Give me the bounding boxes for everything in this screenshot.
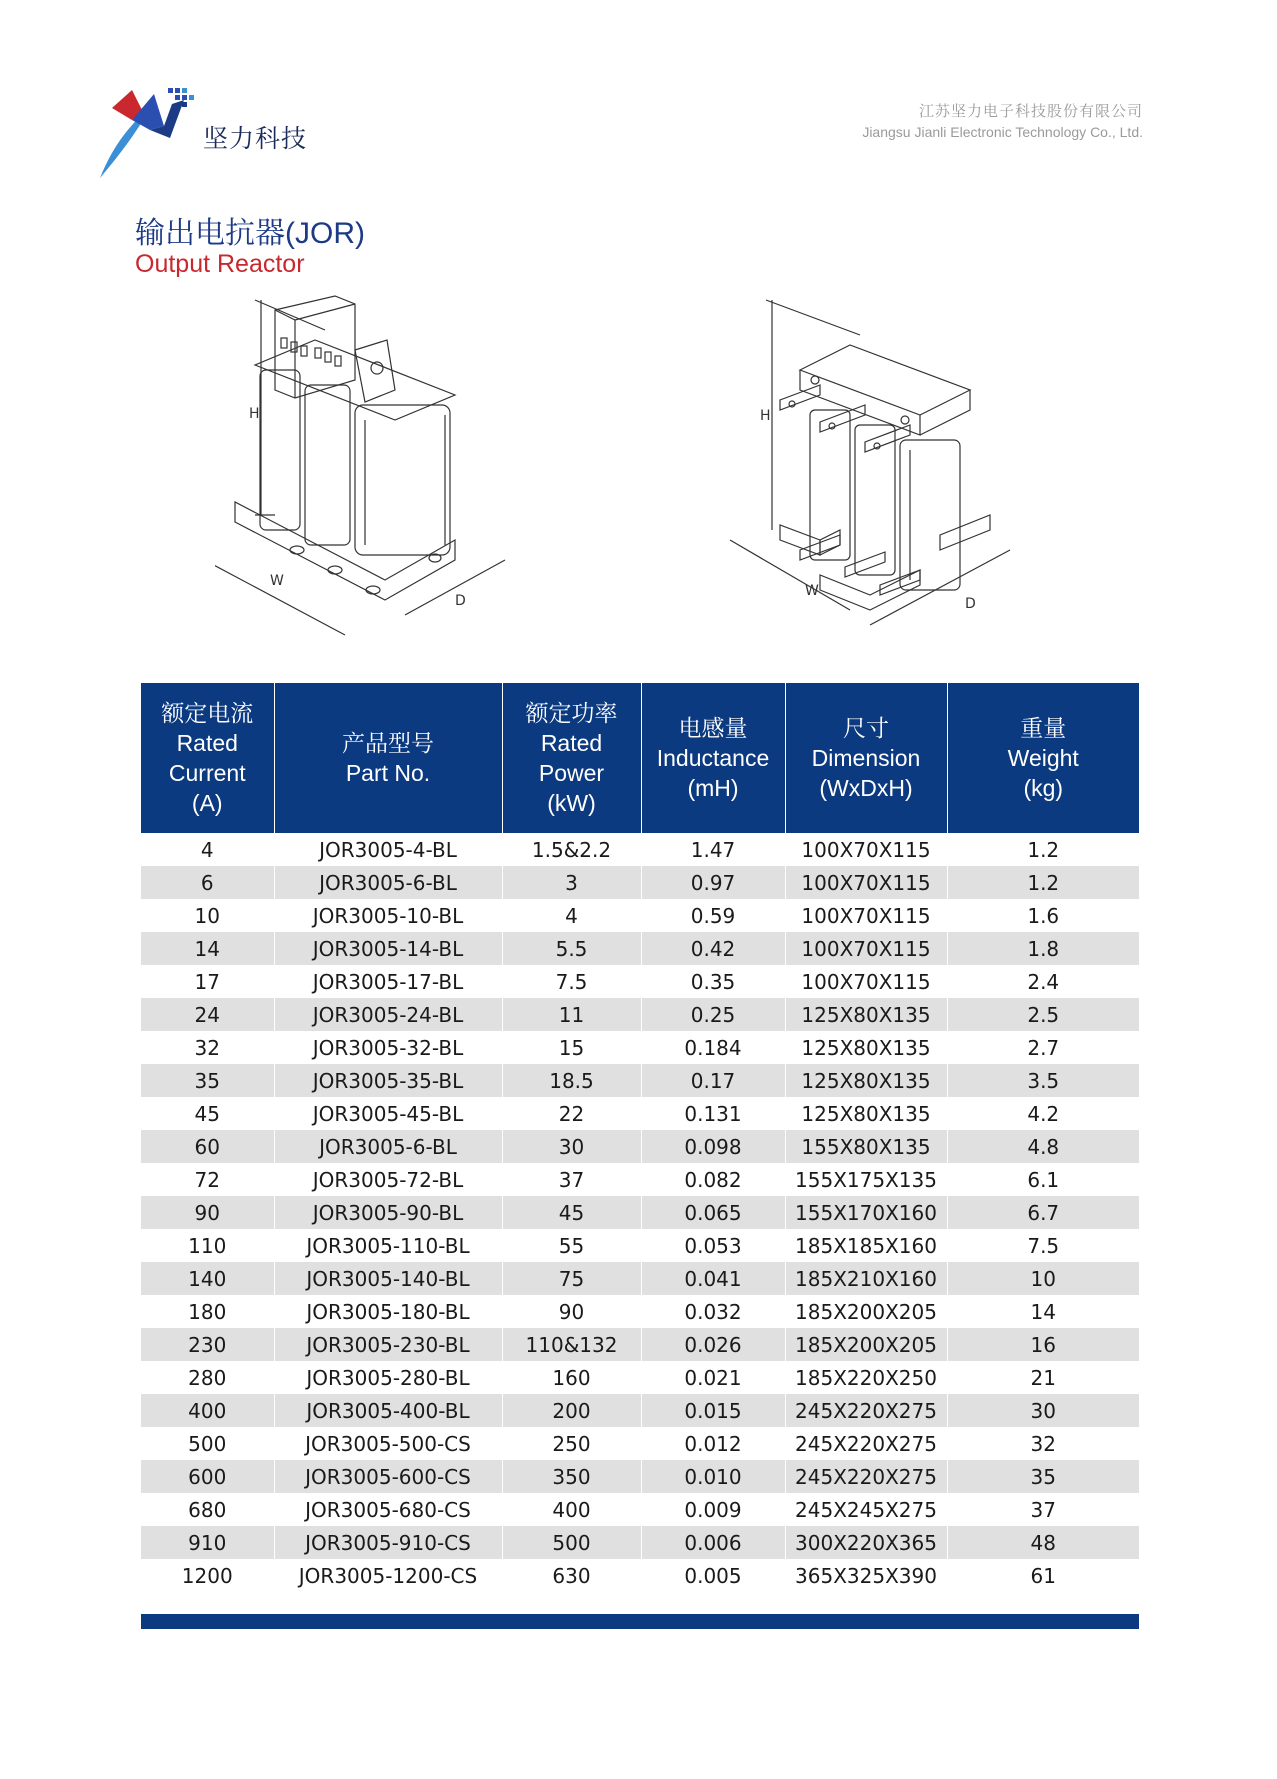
table-row: [141, 1295, 1139, 1328]
header-rated-current: 额定电流 Rated Current (A): [141, 683, 274, 833]
dim-label-w-2: W: [805, 583, 819, 599]
cell-weight: 2.4: [1027, 969, 1060, 994]
spec-table: [141, 683, 1139, 1592]
cell-weight: 1.8: [947, 932, 1139, 965]
cell-part-no: JOR3005-35-BL: [274, 1064, 502, 1097]
cell-inductance: 0.59: [641, 899, 785, 932]
cell-part-no: JOR3005-1200-CS: [274, 1559, 502, 1592]
cell-rated-power: 15: [502, 1031, 641, 1064]
cell-rated-power: 22: [502, 1097, 641, 1130]
table-row: [141, 1163, 1139, 1196]
cell-weight: 1.2: [947, 866, 1139, 899]
cell-rated-current: 10: [141, 899, 274, 932]
cell-rated-power: 3: [502, 866, 641, 899]
cell-part-no: JOR3005-6-BL: [274, 1130, 502, 1163]
cell-inductance: 0.005: [641, 1559, 785, 1592]
cell-part-no: JOR3005-280-BL: [274, 1361, 502, 1394]
cell-part-no: JOR3005-4-BL: [274, 833, 502, 866]
header-inductance: 电感量 Inductance (mH): [641, 683, 785, 833]
dim-label-w: W: [270, 573, 284, 589]
dim-label-h: H: [249, 406, 260, 422]
cell-weight: 1.2: [1027, 837, 1060, 862]
company-name-cn: 江苏坚力电子科技股份有限公司: [918, 103, 1143, 120]
cell-part-no: JOR3005-32-BL: [274, 1031, 502, 1064]
table-row: [141, 1427, 1139, 1460]
cell-part-no: JOR3005-90-BL: [274, 1196, 502, 1229]
table-row: [141, 932, 1139, 965]
cell-rated-power: 400: [502, 1493, 641, 1526]
cell-dimension: 100X70X115: [785, 833, 947, 866]
cell-inductance: 0.021: [641, 1361, 785, 1394]
cell-weight: 61: [1030, 1563, 1056, 1588]
cell-rated-current: 4: [141, 833, 274, 866]
cell-rated-current: 280: [141, 1361, 274, 1394]
cell-rated-power: 90: [502, 1295, 641, 1328]
cell-inductance: 0.009: [641, 1493, 785, 1526]
table-row: [141, 1559, 1139, 1592]
cell-dimension: 155X175X135: [785, 1163, 947, 1196]
cell-rated-current: 140: [141, 1262, 274, 1295]
cell-rated-current: 910: [141, 1526, 274, 1559]
cell-inductance: 0.015: [641, 1394, 785, 1427]
cell-dimension: 245X220X275: [785, 1394, 947, 1427]
cell-inductance: 0.184: [641, 1031, 785, 1064]
cell-part-no: JOR3005-110-BL: [274, 1229, 502, 1262]
table-row: [141, 965, 1139, 998]
cell-part-no: JOR3005-180-BL: [274, 1295, 502, 1328]
header-part-no: 产品型号 Part No.: [274, 683, 502, 833]
table-row: [141, 1394, 1139, 1427]
cell-part-no: JOR3005-500-CS: [274, 1427, 502, 1460]
cell-part-no: JOR3005-10-BL: [274, 899, 502, 932]
table-row: [141, 1328, 1139, 1361]
cell-rated-current: 45: [141, 1097, 274, 1130]
table-row: [141, 833, 1139, 866]
cell-weight: 7.5: [1027, 1233, 1060, 1258]
header-dimension: 尺寸 Dimension (WxDxH): [785, 683, 947, 833]
table-row: [141, 998, 1139, 1031]
table-body: [141, 833, 1139, 1592]
cell-inductance: 0.131: [641, 1097, 785, 1130]
cell-weight: 2.7: [1027, 1035, 1060, 1060]
reactor-drawing-busbar: [720, 290, 1080, 660]
brand-name: 坚力科技: [203, 125, 308, 153]
table-row: [141, 1229, 1139, 1262]
cell-part-no: JOR3005-400-BL: [274, 1394, 502, 1427]
cell-rated-current: 60: [141, 1130, 274, 1163]
cell-dimension: 125X80X135: [785, 998, 947, 1031]
cell-rated-power: 37: [502, 1163, 641, 1196]
cell-rated-power: 1.5&2.2: [502, 833, 641, 866]
cell-weight: 1.6: [1027, 903, 1060, 928]
table-row: [141, 1526, 1139, 1559]
cell-dimension: 125X80X135: [785, 1031, 947, 1064]
cell-inductance: 0.082: [641, 1163, 785, 1196]
cell-inductance: 0.010: [641, 1460, 785, 1493]
cell-dimension: 155X170X160: [785, 1196, 947, 1229]
cell-weight: 32: [1030, 1431, 1056, 1456]
table-bottom-bar: [141, 1614, 1139, 1629]
table-row: [141, 1361, 1139, 1394]
cell-weight: 3.5: [947, 1064, 1139, 1097]
company-info: [862, 100, 1143, 140]
cell-weight: 35: [947, 1460, 1139, 1493]
dim-label-d: D: [455, 593, 466, 609]
cell-rated-current: 35: [141, 1064, 274, 1097]
cell-rated-power: 250: [502, 1427, 641, 1460]
cell-rated-power: 5.5: [502, 932, 641, 965]
cell-inductance: 0.42: [641, 932, 785, 965]
cell-rated-current: 110: [141, 1229, 274, 1262]
cell-dimension: 245X220X275: [785, 1460, 947, 1493]
cell-inductance: 0.026: [641, 1328, 785, 1361]
cell-part-no: JOR3005-910-CS: [274, 1526, 502, 1559]
cell-inductance: 0.041: [641, 1262, 785, 1295]
table-row: [141, 1130, 1139, 1163]
cell-part-no: JOR3005-17-BL: [274, 965, 502, 998]
cell-part-no: JOR3005-6-BL: [274, 866, 502, 899]
cell-weight: 2.5: [947, 998, 1139, 1031]
header-weight: 重量 Weight (kg): [947, 683, 1139, 833]
cell-part-no: JOR3005-14-BL: [274, 932, 502, 965]
cell-inductance: 0.065: [641, 1196, 785, 1229]
cell-inductance: 0.25: [641, 998, 785, 1031]
cell-rated-current: 32: [141, 1031, 274, 1064]
cell-rated-current: 400: [141, 1394, 274, 1427]
cell-rated-current: 90: [141, 1196, 274, 1229]
table-row: [141, 1064, 1139, 1097]
page-title-en: Output Reactor: [135, 250, 305, 278]
cell-rated-current: 14: [141, 932, 274, 965]
cell-part-no: JOR3005-140-BL: [274, 1262, 502, 1295]
cell-dimension: 100X70X115: [785, 899, 947, 932]
cell-weight: 21: [1030, 1365, 1056, 1390]
cell-rated-power: 45: [502, 1196, 641, 1229]
cell-dimension: 245X220X275: [785, 1427, 947, 1460]
cell-rated-power: 200: [502, 1394, 641, 1427]
dim-label-h-2: H: [760, 408, 771, 424]
cell-part-no: JOR3005-45-BL: [274, 1097, 502, 1130]
cell-rated-power: 4: [502, 899, 641, 932]
table-row: [141, 1493, 1139, 1526]
cell-dimension: 125X80X135: [785, 1097, 947, 1130]
table-row: [141, 1196, 1139, 1229]
cell-dimension: 100X70X115: [785, 866, 947, 899]
cell-rated-current: 72: [141, 1163, 274, 1196]
cell-rated-current: 230: [141, 1328, 274, 1361]
cell-rated-current: 6: [141, 866, 274, 899]
cell-rated-power: 55: [502, 1229, 641, 1262]
table-row: [141, 1460, 1139, 1493]
cell-dimension: 185X185X160: [785, 1229, 947, 1262]
reactor-drawing-terminal-block: [215, 290, 555, 660]
cell-inductance: 0.053: [641, 1229, 785, 1262]
cell-inductance: 0.032: [641, 1295, 785, 1328]
cell-weight: 6.1: [1027, 1167, 1060, 1192]
page-title-cn: 输出电抗器(JOR): [135, 217, 365, 250]
cell-inductance: 0.17: [641, 1064, 785, 1097]
cell-rated-power: 160: [502, 1361, 641, 1394]
cell-inductance: 0.35: [641, 965, 785, 998]
cell-weight: 10: [947, 1262, 1139, 1295]
cell-rated-power: 7.5: [502, 965, 641, 998]
cell-rated-power: 110&132: [502, 1328, 641, 1361]
cell-rated-current: 180: [141, 1295, 274, 1328]
cell-part-no: JOR3005-24-BL: [274, 998, 502, 1031]
cell-weight: 37: [1030, 1497, 1056, 1522]
cell-weight: 6.7: [947, 1196, 1139, 1229]
table-row: [141, 1031, 1139, 1064]
cell-rated-power: 630: [502, 1559, 641, 1592]
cell-dimension: 185X200X205: [785, 1295, 947, 1328]
cell-rated-power: 75: [502, 1262, 641, 1295]
cell-rated-power: 350: [502, 1460, 641, 1493]
cell-weight: 16: [947, 1328, 1139, 1361]
cell-rated-power: 18.5: [502, 1064, 641, 1097]
cell-dimension: 245X245X275: [785, 1493, 947, 1526]
cell-dimension: 155X80X135: [785, 1130, 947, 1163]
company-name-en: Jiangsu Jianli Electronic Technology Co., Ltd.: [862, 124, 1143, 140]
cell-part-no: JOR3005-72-BL: [274, 1163, 502, 1196]
table-row: [141, 1097, 1139, 1130]
cell-dimension: 125X80X135: [785, 1064, 947, 1097]
cell-rated-current: 600: [141, 1460, 274, 1493]
cell-dimension: 100X70X115: [785, 932, 947, 965]
header-rated-power: 额定功率 Rated Power (kW): [502, 683, 641, 833]
cell-rated-power: 30: [502, 1130, 641, 1163]
cell-part-no: JOR3005-230-BL: [274, 1328, 502, 1361]
cell-rated-current: 1200: [141, 1559, 274, 1592]
cell-inductance: 0.97: [641, 866, 785, 899]
cell-rated-current: 17: [141, 965, 274, 998]
cell-inductance: 0.098: [641, 1130, 785, 1163]
cell-dimension: 365X325X390: [785, 1559, 947, 1592]
cell-rated-current: 24: [141, 998, 274, 1031]
cell-weight: 30: [947, 1394, 1139, 1427]
cell-rated-current: 500: [141, 1427, 274, 1460]
cell-part-no: JOR3005-680-CS: [274, 1493, 502, 1526]
cell-dimension: 100X70X115: [785, 965, 947, 998]
cell-rated-power: 500: [502, 1526, 641, 1559]
cell-dimension: 185X210X160: [785, 1262, 947, 1295]
cell-dimension: 300X220X365: [785, 1526, 947, 1559]
cell-weight: 48: [947, 1526, 1139, 1559]
cell-dimension: 185X220X250: [785, 1361, 947, 1394]
cell-weight: 14: [1030, 1299, 1056, 1324]
cell-inductance: 0.006: [641, 1526, 785, 1559]
table-row: [141, 899, 1139, 932]
table-row: [141, 1262, 1139, 1295]
company-logo: [98, 86, 198, 182]
cell-inductance: 0.012: [641, 1427, 785, 1460]
cell-dimension: 185X200X205: [785, 1328, 947, 1361]
table-header-row: [141, 683, 1139, 833]
cell-weight: 4.2: [1027, 1101, 1060, 1126]
table-row: [141, 866, 1139, 899]
dim-label-d-2: D: [965, 596, 976, 612]
cell-part-no: JOR3005-600-CS: [274, 1460, 502, 1493]
cell-weight: 4.8: [947, 1130, 1139, 1163]
cell-rated-current: 680: [141, 1493, 274, 1526]
cell-inductance: 1.47: [641, 833, 785, 866]
cell-rated-power: 11: [502, 998, 641, 1031]
